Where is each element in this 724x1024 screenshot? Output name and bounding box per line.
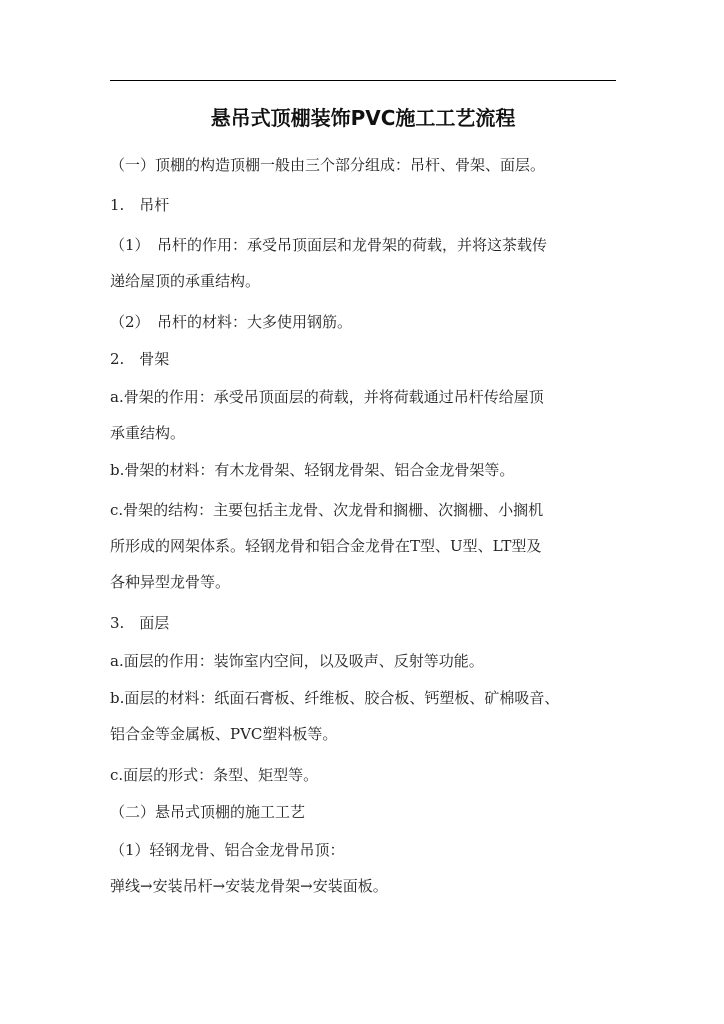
paragraph-line: 各种异型龙骨等。 xyxy=(110,573,231,591)
paragraph-line: 1. 吊杆 xyxy=(110,196,170,214)
paragraph-line: （二）悬吊式顶棚的施工工艺 xyxy=(110,803,306,821)
paragraph-line: （一）顶棚的构造顶棚一般由三个部分组成：吊杆、骨架、面层。 xyxy=(110,156,546,174)
paragraph-line: 弹线→安装吊杆→安装龙骨架→安装面板。 xyxy=(110,877,388,895)
paragraph-line: 3. 面层 xyxy=(110,614,170,632)
paragraph-process-1 xyxy=(110,832,616,868)
paragraph-line: c.骨架的结构：主要包括主龙骨、次龙骨和搁栅、次搁栅、小搁机 xyxy=(110,501,544,519)
document-title: 悬吊式顶棚装饰PVC施工工艺流程 xyxy=(210,106,516,130)
paragraph-intro xyxy=(110,147,616,183)
paragraph-2-a xyxy=(110,379,616,451)
paragraph-line: 递给屋顶的承重结构。 xyxy=(110,272,261,290)
paragraph-line: （1）轻钢龙骨、铝合金龙骨吊顶： xyxy=(110,841,345,859)
heading-1 xyxy=(110,187,616,223)
paragraph-line: （2） 吊杆的材料：大多使用钢筋。 xyxy=(110,313,353,331)
paragraph-line: 所形成的网架体系。轻钢龙骨和铝合金龙骨在T型、U型、LT型及 xyxy=(110,537,542,555)
paragraph-2-c xyxy=(110,492,616,600)
paragraph-line: （1） 吊杆的作用：承受吊顶面层和龙骨架的荷载，并将这茶载传 xyxy=(110,236,548,254)
section-2-heading xyxy=(110,794,616,830)
paragraph-line: 承重结构。 xyxy=(110,424,186,442)
paragraph-3-c xyxy=(110,757,616,793)
heading-2 xyxy=(110,341,616,377)
paragraph-3-a xyxy=(110,643,616,679)
paragraph-line: a.骨架的作用：承受吊顶面层的荷载，并将荷载通过吊杆传给屋顶 xyxy=(110,388,544,406)
paragraph-process-steps xyxy=(110,868,616,904)
heading-3 xyxy=(110,605,616,641)
header-rule xyxy=(110,80,616,81)
paragraph-line: 2. 骨架 xyxy=(110,350,170,368)
paragraph-line: a.面层的作用：装饰室内空间，以及吸声、反射等功能。 xyxy=(110,652,484,670)
paragraph-line: 铝合金等金属板、PVC塑料板等。 xyxy=(110,725,338,743)
paragraph-line: b.骨架的材料：有木龙骨架、轻钢龙骨架、铝合金龙骨架等。 xyxy=(110,461,515,479)
paragraph-line: b.面层的材料：纸面石膏板、纤维板、胶合板、钙塑板、矿棉吸音、 xyxy=(110,689,560,707)
document-page xyxy=(110,0,616,1024)
paragraph-3-b xyxy=(110,680,616,752)
paragraph-1-2 xyxy=(110,304,616,340)
paragraph-line: c.面层的形式：条型、矩型等。 xyxy=(110,766,319,784)
paragraph-1-1 xyxy=(110,227,616,299)
paragraph-2-b xyxy=(110,452,616,488)
